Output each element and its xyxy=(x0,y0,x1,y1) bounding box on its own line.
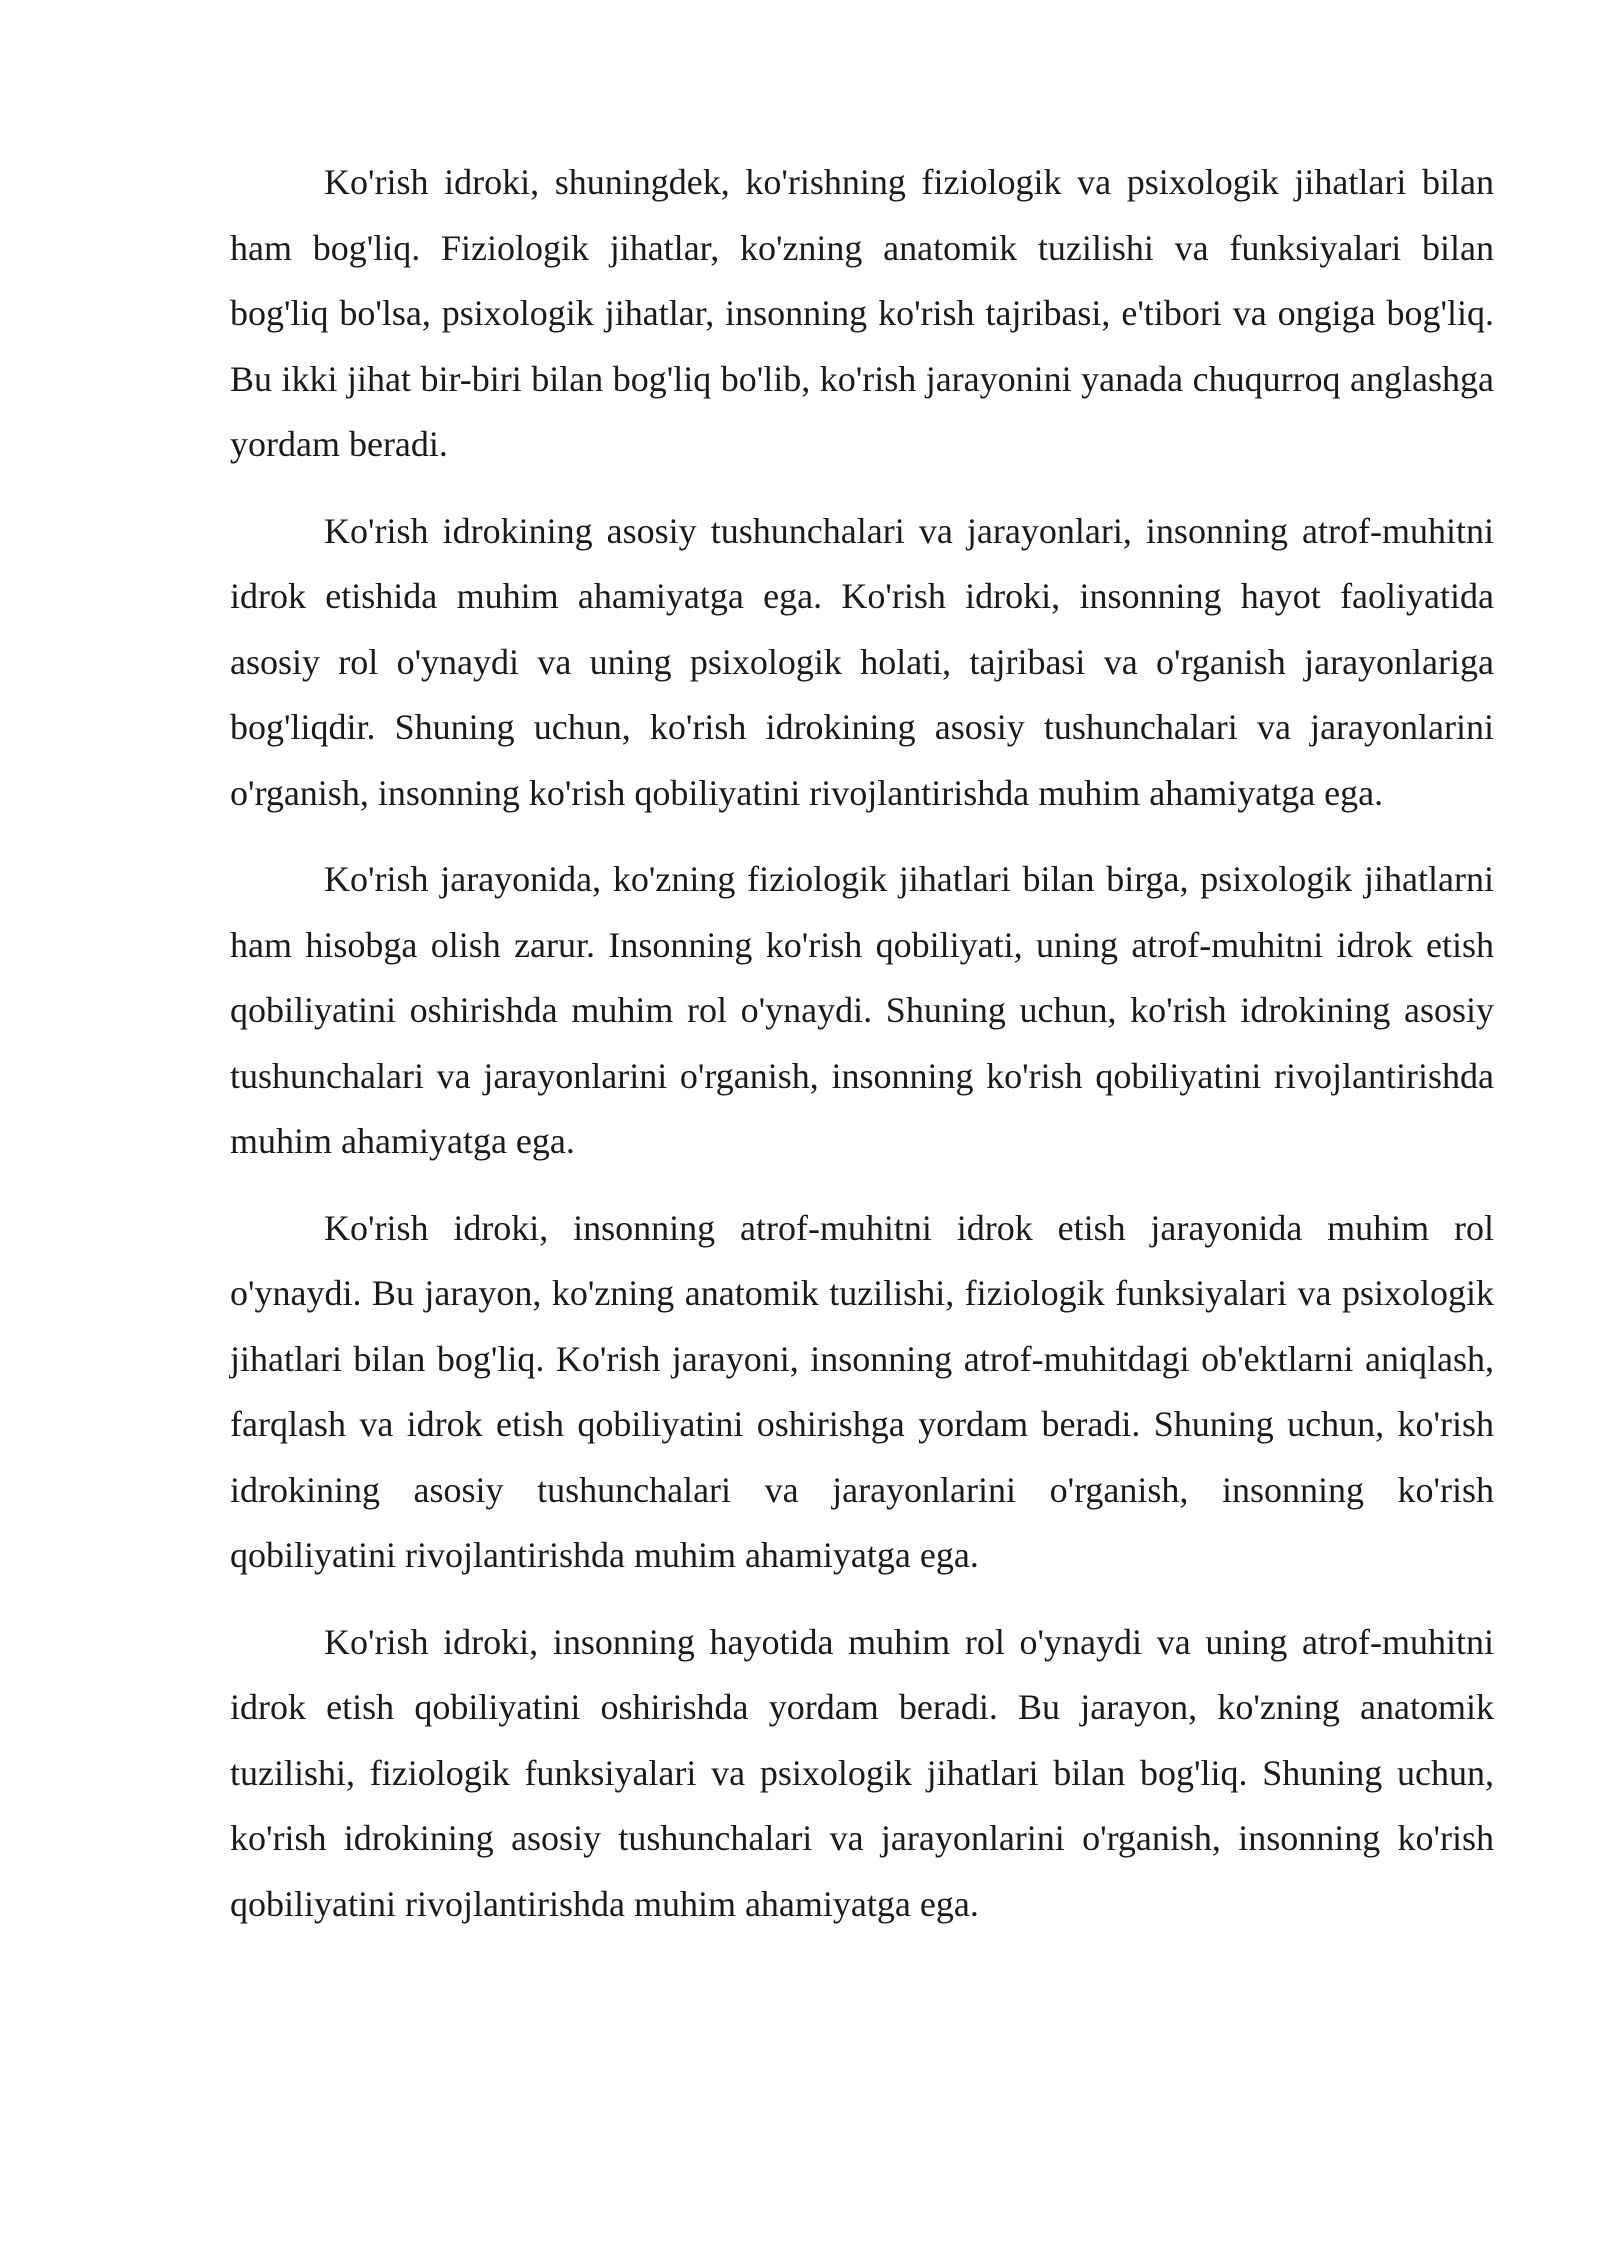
document-body xyxy=(230,150,1494,1958)
paragraph-3: Ko'rish jarayonida, ko'zning fiziologik jihatlari bilan birga, psixologik jihatlarni ham hisobga olish zarur. Insonning ko'rish qobiliyati, uning atrof-muhitni idrok etish qobiliyatini oshirishda muhim rol o'ynaydi. Shuning uchun, ko'rish idrokining asosiy tushunchalari va jarayonlarini o'rganish, insonning ko'rish qobiliyatini rivojlantirishda muhim ahamiyatga ega. xyxy=(230,859,1494,1161)
paragraph-2: Ko'rish idrokining asosiy tushunchalari va jarayonlari, insonning atrof-muhitni idrok etishida muhim ahamiyatga ega. Ko'rish idroki, insonning hayot faoliyatida asosiy rol o'ynaydi va uning psixologik holati, tajribasi va o'rganish jarayonlariga bog'liqdir. Shuning uchun, ko'rish idrokining asosiy tushunchalari va jarayonlarini o'rganish, insonning ko'rish qobiliyatini rivojlantirishda muhim ahamiyatga ega. xyxy=(230,510,1494,813)
paragraph-5: Ko'rish idroki, insonning hayotida muhim rol o'ynaydi va uning atrof-muhitni idrok etish qobiliyatini oshirishda yordam beradi. Bu jarayon, ko'zning anatomik tuzilishi, fiziologik funksiyalari va psixologik jihatlari bilan bog'liq. Shuning uchun, ko'rish idrokining asosiy tushunchalari va jarayonlarini o'rganish, insonning ko'rish qobiliyatini rivojlantirishda muhim ahamiyatga ega. xyxy=(230,1621,1494,1924)
paragraph-1: Ko'rish idroki, shuningdek, ko'rishning fiziologik va psixologik jihatlari bilan ham bog'liq. Fiziologik jihatlar, ko'zning anatomik tuzilishi va funksiyalari bilan bog'liq bo'lsa, psixologik jihatlar, insonning ko'rish tajribasi, e'tibori va ongiga bog'liq. Bu ikki jihat bir-biri bilan bog'liq bo'lib, ko'rish jarayonini yanada chuqurroq anglashga yordam beradi. xyxy=(230,162,1494,464)
paragraph-4: Ko'rish idroki, insonning atrof-muhitni idrok etish jarayonida muhim rol o'ynaydi. Bu jarayon, ko'zning anatomik tuzilishi, fiziologik funksiyalari va psixologik jihatlari bilan bog'liq. Ko'rish jarayoni, insonning atrof-muhitdagi ob'ektlarni aniqlash, farqlash va idrok etish qobiliyatini oshirishga yordam beradi. Shuning uchun, ko'rish idrokining asosiy tushunchalari va jarayonlarini o'rganish, insonning ko'rish qobiliyatini rivojlantirishda muhim ahamiyatga ega. xyxy=(230,1207,1494,1575)
